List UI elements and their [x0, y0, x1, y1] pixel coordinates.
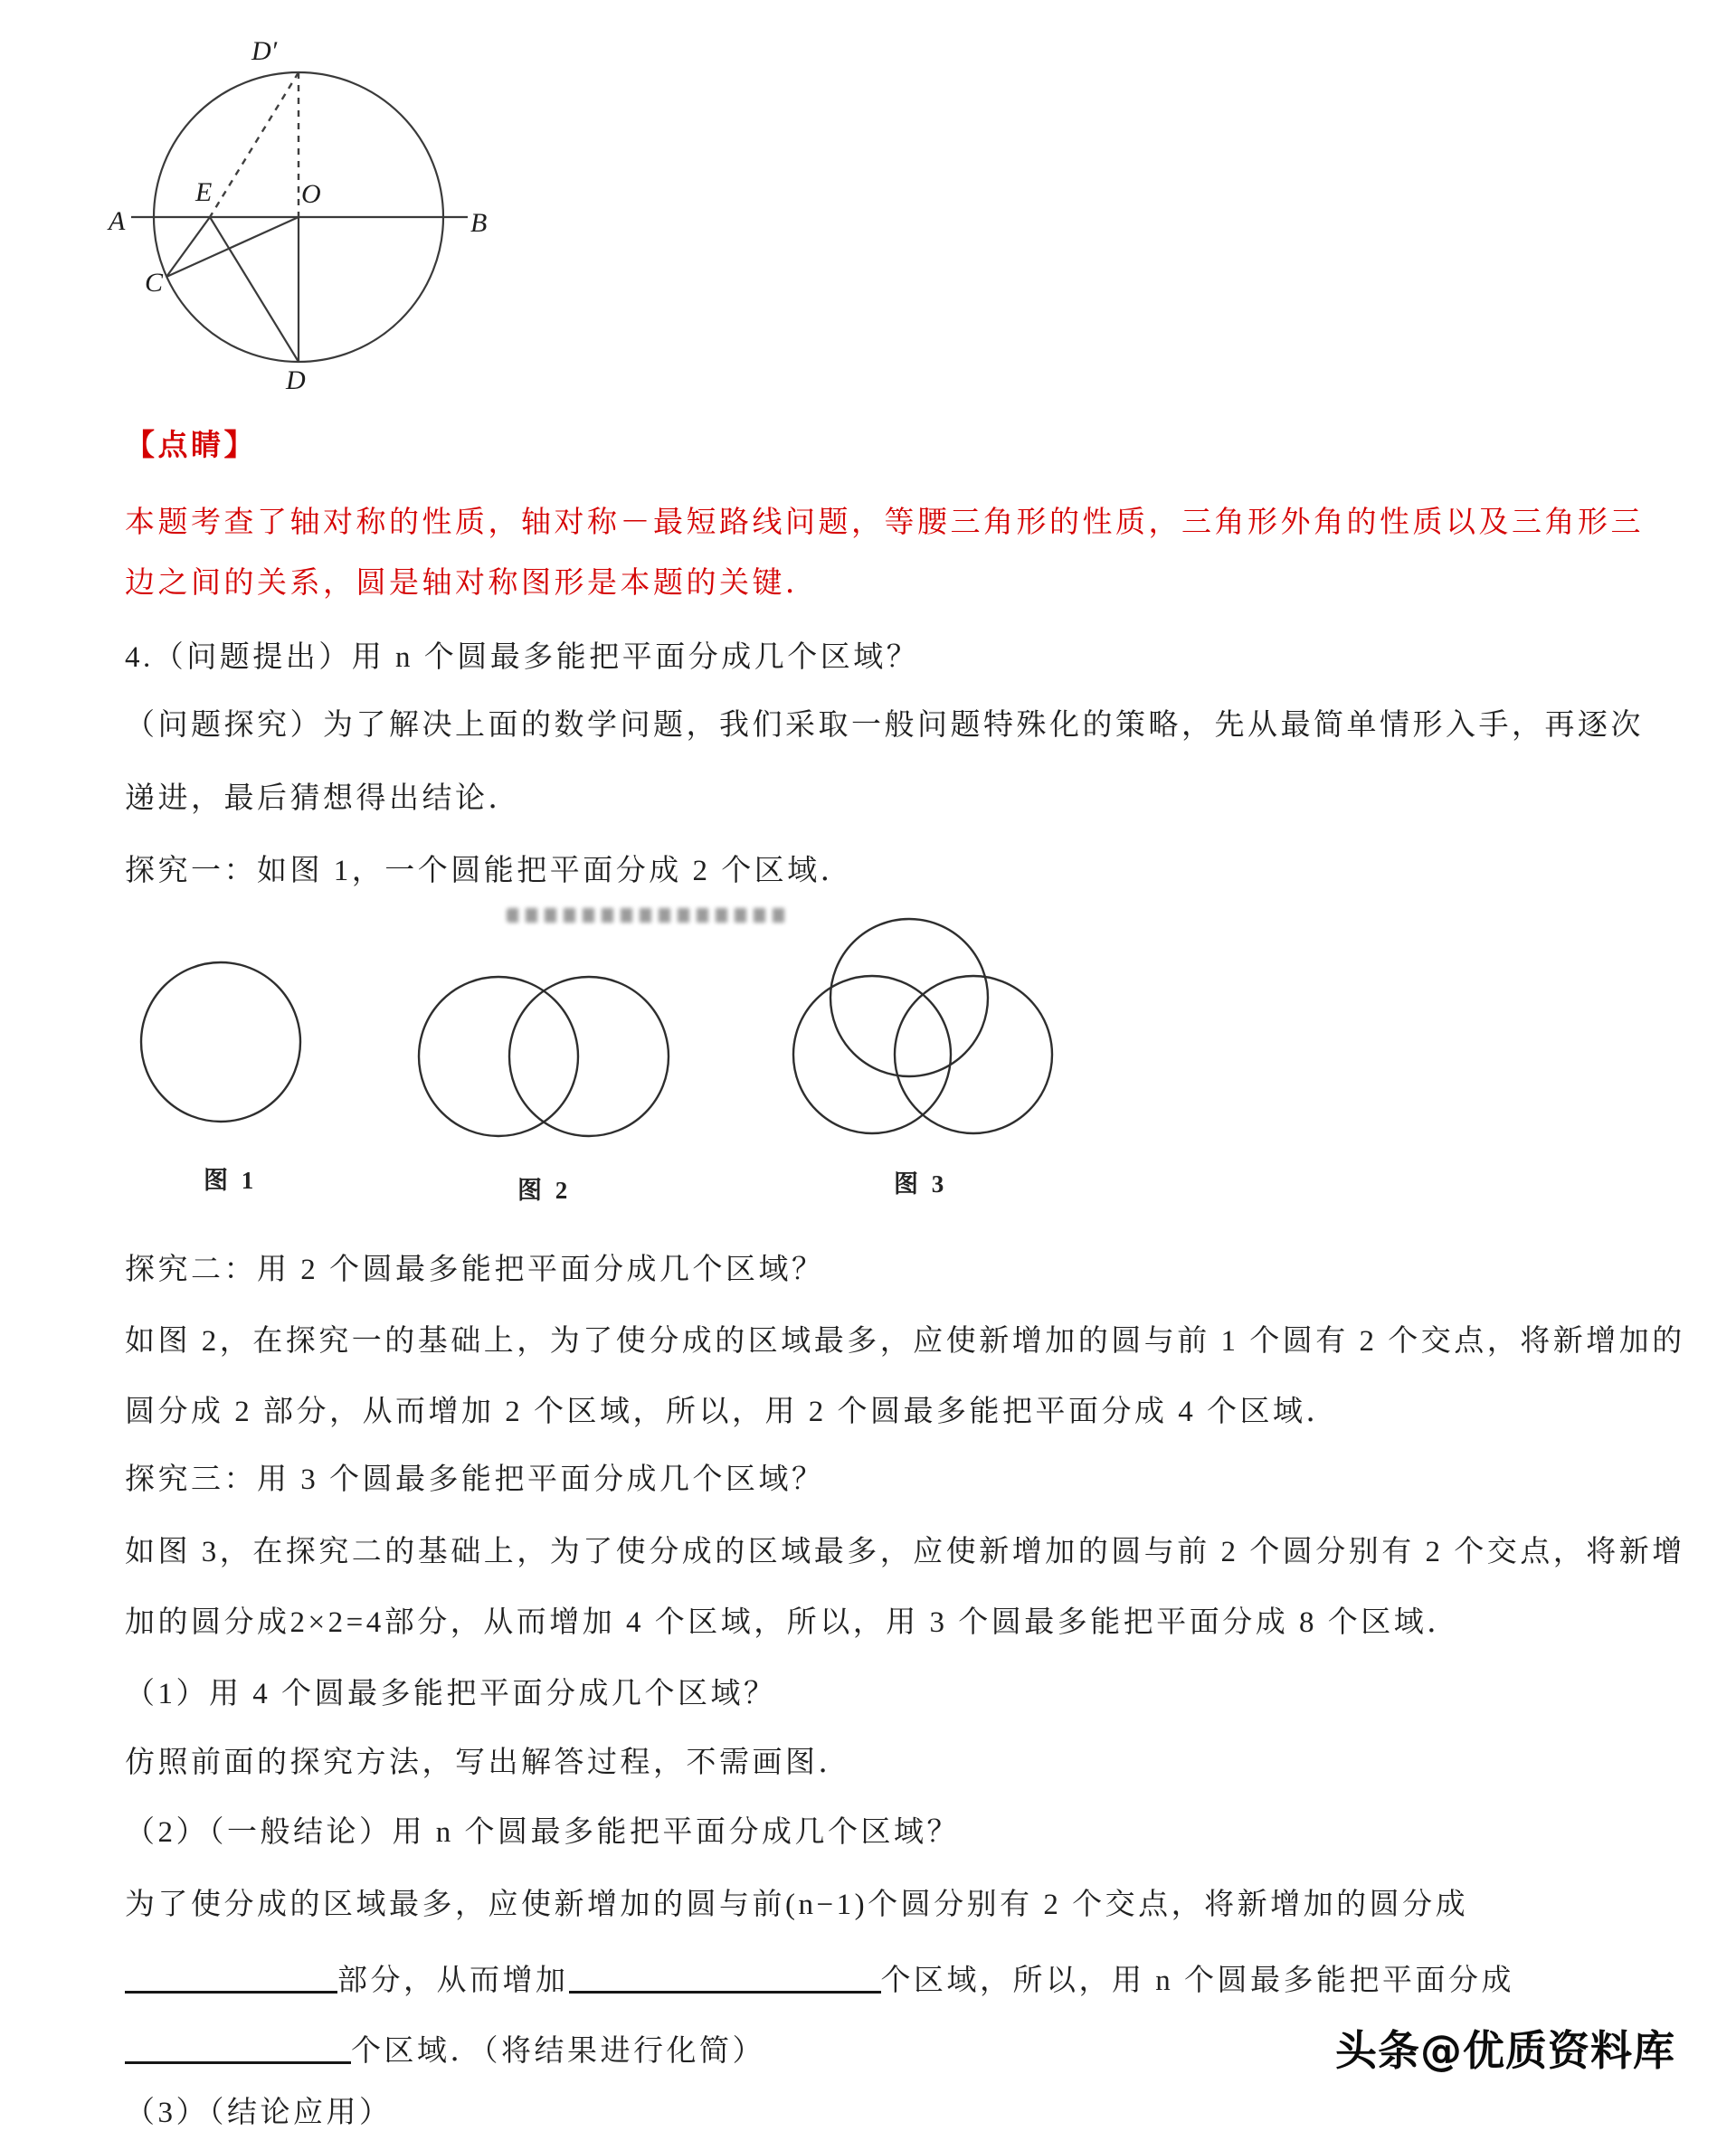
point-label-d-prime: D′: [251, 36, 278, 66]
question-1: （1）用 4 个圆最多能把平面分成几个区域？: [125, 1678, 777, 1710]
fig3-label: 图 3: [894, 1170, 948, 1198]
explore1-title: 探究一：如图 1，一个圆能把平面分成 2 个区域．: [125, 855, 854, 887]
fill-line-1-seg-2: 个区域，所以，用 n 个圆最多能把平面分成: [880, 1965, 1514, 1997]
point-label-c: C: [145, 268, 164, 298]
explore3-title: 探究三：用 3 个圆最多能把平面分成几个区域？: [125, 1463, 825, 1496]
fig1-circle: [141, 962, 300, 1122]
fig2-circle-left: [419, 977, 578, 1136]
point-label-o: O: [301, 179, 321, 209]
problem4-statement: 4.（问题提出）用 n 个圆最多能把平面分成几个区域？: [125, 641, 920, 674]
explore3-line-1: 如图 3，在探究二的基础上，为了使分成的区域最多，应使新增加的圆与前 2 个圆分别有 2 个交点，将新增: [125, 1536, 1685, 1568]
question-1-note: 仿照前面的探究方法，写出解答过程，不需画图．: [125, 1747, 851, 1779]
watermark: 头条@优质资料库: [1335, 2026, 1675, 2075]
answer-blank-2: [569, 1991, 881, 1994]
fig3-circle-bottom-right: [895, 976, 1052, 1133]
fig3-circle-bottom-left: [793, 976, 951, 1133]
problem4-explore-intro-2: 递进，最后猜想得出结论．: [125, 782, 521, 815]
fig2-circle-right: [509, 977, 669, 1136]
question-2: （2）（一般结论）用 n 个圆最多能把平面分成几个区域？: [125, 1816, 960, 1849]
point-label-d: D: [286, 365, 306, 395]
explore3-line-2: 加的圆分成2×2=4部分，从而增加 4 个区域，所以，用 3 个圆最多能把平面分成 8 个区域．: [125, 1606, 1460, 1639]
point-label-e: E: [195, 177, 213, 207]
answer-blank-3: [125, 2061, 351, 2064]
segment-O-C: [166, 217, 299, 277]
question-2-line-1: 为了使分成的区域最多，应使新增加的圆与前(n−1)个圆分别有 2 个交点，将新增加的圆分成: [125, 1889, 1469, 1921]
point-label-b: B: [470, 208, 488, 238]
circles-figures-row: [77, 904, 1117, 1167]
fill-line-1-seg-1: 部分，从而增加: [337, 1965, 569, 1997]
explore2-line-2: 圆分成 2 部分，从而增加 2 个区域，所以，用 2 个圆最多能把平面分成 4 个区域．: [125, 1396, 1339, 1428]
point-label-a: A: [109, 206, 126, 236]
explore2-title: 探究二：用 2 个圆最多能把平面分成几个区域？: [125, 1254, 825, 1286]
fig2-label: 图 2: [517, 1177, 572, 1204]
explore2-line-1: 如图 2，在探究一的基础上，为了使分成的区域最多，应使新增加的圆与前 1 个圆有 2 个交点，将新增加的: [125, 1325, 1685, 1358]
highlight-line-1: 本题考查了轴对称的性质，轴对称－最短路线问题，等腰三角形的性质，三角形外角的性质以及三角形三: [125, 507, 1644, 539]
fill-line-2-seg-1: 个区域．（将结果进行化简）: [351, 2035, 765, 2068]
highlight-line-2: 边之间的关系，圆是轴对称图形是本题的关键．: [125, 567, 819, 600]
answer-blank-1: [125, 1991, 337, 1994]
problem4-explore-intro-1: （问题探究）为了解决上面的数学问题，我们采取一般问题特殊化的策略，先从最简单情形入手，再逐次: [125, 709, 1644, 742]
fill-line-2: [125, 2027, 765, 2069]
geometry-figure-circle-reflection: [72, 16, 498, 396]
highlight-tag: 【点睛】: [125, 430, 257, 462]
question-3: （3）（结论应用）: [125, 2097, 393, 2129]
fig3-circle-top: [830, 919, 988, 1076]
fig1-label: 图 1: [204, 1167, 258, 1194]
fill-line-1: [125, 1956, 1514, 1999]
